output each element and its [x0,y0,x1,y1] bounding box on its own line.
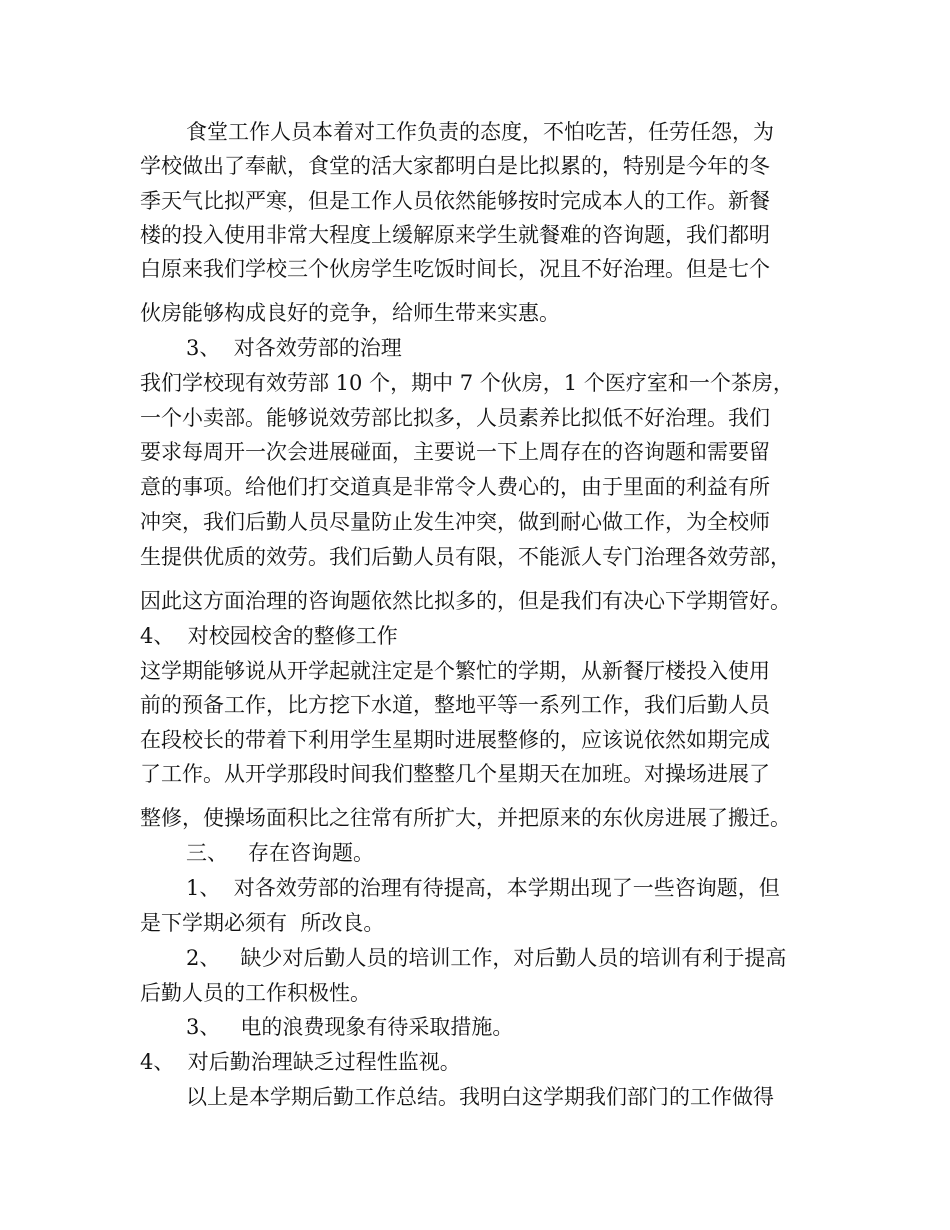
paragraph-line: 因此这方面治理的咨询题依然比拟多的，但是我们有决心下学期管好。 [140,589,791,613]
section-heading: 3、 对各效劳部的治理 [186,336,402,360]
paragraph-line: 季天气比拟严寒，但是工作人员依然能够按时完成本人的工作。新餐 [140,189,770,213]
list-item-line: 4、 对后勤治理缺乏过程性监视。 [140,1050,461,1074]
paragraph-line: 前的预备工作，比方挖下水道，整地平等一系列工作，我们后勤人员 [140,693,770,717]
paragraph-line: 整修，使操场面积比之往常有所扩大，并把原来的东伙房进展了搬迁。 [140,806,791,830]
paragraph-line: 我们学校现有效劳部 10 个，期中 7 个伙房，1 个医疗室和一个茶房， [140,371,794,395]
list-item-line: 2、 缺少对后勤人员的培训工作，对后勤人员的培训有利于提高 [186,946,787,970]
paragraph-line: 意的事项。给他们打交道真是非常令人费心的，由于里面的利益有所 [140,475,770,499]
paragraph-line: 生提供优质的效劳。我们后勤人员有限，不能派人专门治理各效劳部， [140,545,791,569]
paragraph-line: 在段校长的带着下利用学生星期时进展整修的，应该说依然如期完成 [140,728,770,752]
list-item-line: 后勤人员的工作积极性。 [140,981,371,1005]
list-item-line: 3、 电的浪费现象有待采取措施。 [186,1015,514,1039]
list-item-line: 是下学期必须有 所改良。 [140,911,385,935]
paragraph-line: 要求每周开一次会进展碰面，主要说一下上周存在的咨询题和需要留 [140,440,770,464]
paragraph-line: 了工作。从开学那段时间我们整整几个星期天在加班。对操场进展了 [140,762,770,786]
section-heading: 三、 存在咨询题。 [186,841,375,865]
paragraph-line: 以上是本学期后勤工作总结。我明白这学期我们部门的工作做得 [186,1085,774,1109]
paragraph-line: 这学期能够说从开学起就注定是个繁忙的学期，从新餐厅楼投入使用 [140,659,770,683]
paragraph-line: 白原来我们学校三个伙房学生吃饭时间长，况且不好治理。但是七个 [140,257,770,281]
paragraph-line: 伙房能够构成良好的竞争，给师生带来实惠。 [140,301,560,325]
paragraph-line: 冲突，我们后勤人员尽量防止发生冲突，做到耐心做工作，为全校师 [140,510,770,534]
section-heading: 4、 对校园校舍的整修工作 [140,624,398,648]
list-item-line: 1、 对各效劳部的治理有待提高，本学期出现了一些咨询题，但 [186,876,780,900]
paragraph-line: 学校做出了奉献，食堂的活大家都明白是比拟累的，特别是今年的冬 [140,154,770,178]
paragraph-line: 食堂工作人员本着对工作负责的态度，不怕吃苦，任劳任怨，为 [186,120,774,144]
paragraph-line: 楼的投入使用非常大程度上缓解原来学生就餐难的咨询题，我们都明 [140,223,770,247]
paragraph-line: 一个小卖部。能够说效劳部比拟多，人员素养比拟低不好治理。我们 [140,406,770,430]
